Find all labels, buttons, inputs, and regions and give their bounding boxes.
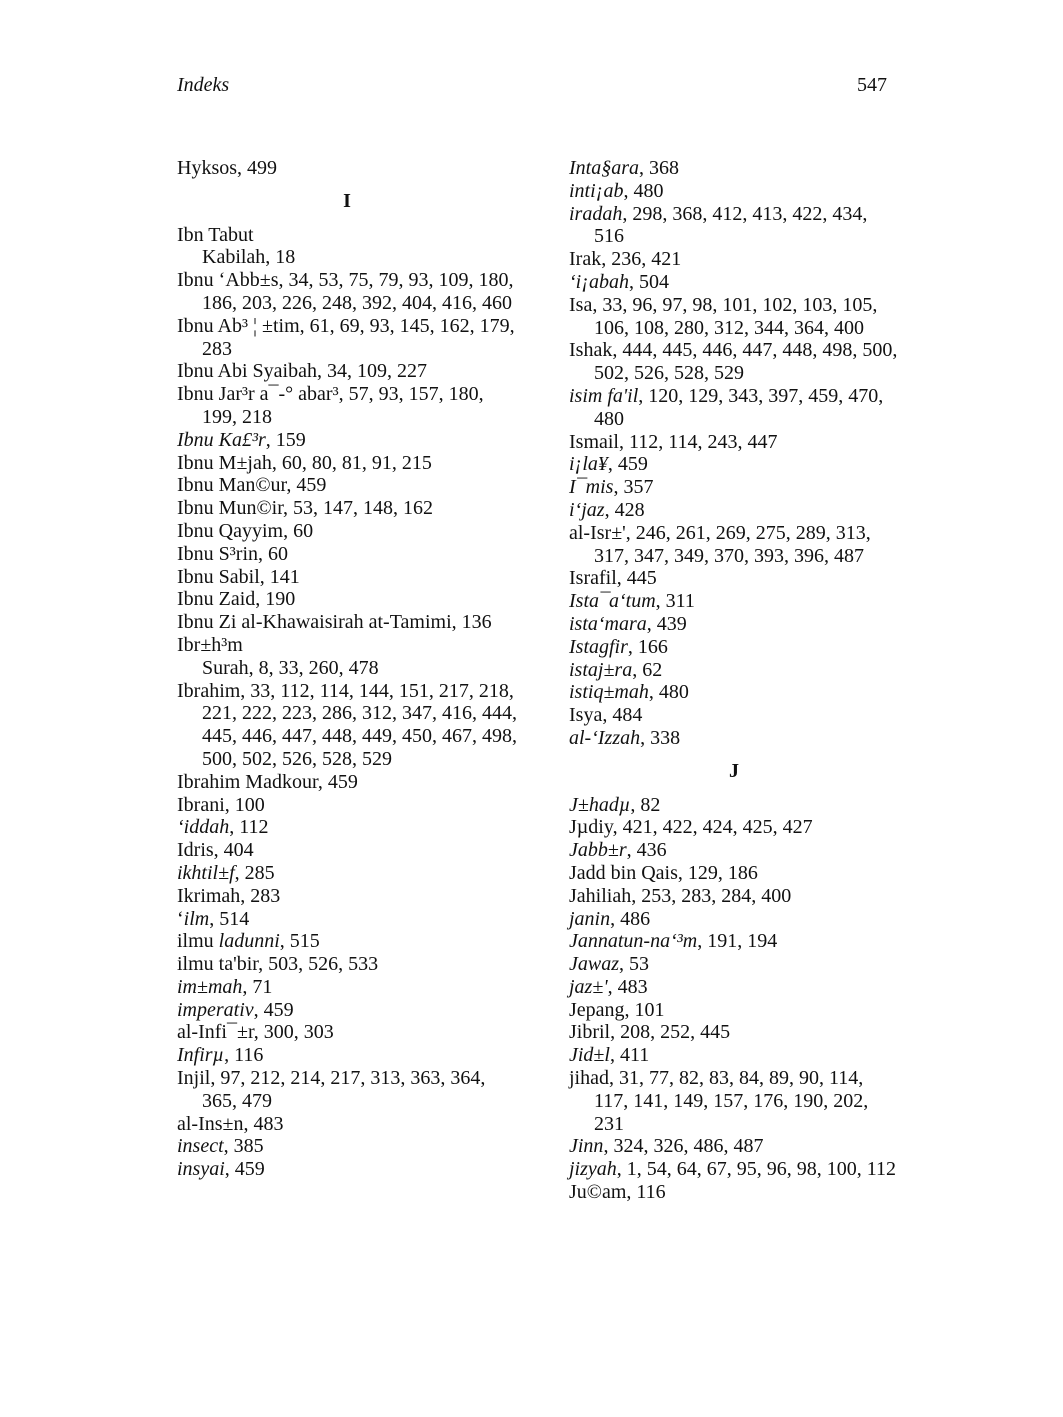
index-entry: Infirµ, 116 bbox=[177, 1044, 264, 1067]
index-entry: ‘ilm, 514 bbox=[177, 907, 250, 930]
index-entry: Ikrimah, 283 bbox=[177, 884, 281, 907]
index-entry: Isya, 484 bbox=[569, 704, 643, 727]
index-entry: Ibrani, 100 bbox=[177, 793, 265, 816]
index-entry: Ibr±h³m bbox=[177, 633, 243, 656]
index-entry: ‘iddah, 112 bbox=[177, 816, 269, 839]
index-entry: ilmu ta'bir, 503, 526, 533 bbox=[177, 953, 379, 976]
index-entry: Idris, 404 bbox=[177, 839, 254, 862]
index-entry: al-Infi¯±r, 300, 303 bbox=[177, 1021, 334, 1044]
index-entry: Jµdiy, 421, 422, 424, 425, 427 bbox=[569, 816, 813, 839]
index-entry: Ibnu Ka£³r, 159 bbox=[177, 428, 306, 451]
index-entry: ikhtil±f, 285 bbox=[177, 861, 275, 884]
index-entry: Ju©am, 116 bbox=[569, 1181, 666, 1204]
index-entry: ilmu ladunni, 515 bbox=[177, 930, 320, 953]
index-entry: ‘i¡abah, 504 bbox=[569, 270, 669, 293]
index-entry: Hyksos, 499 bbox=[177, 157, 278, 179]
index-subentry: Kabilah, 18 bbox=[202, 246, 296, 269]
index-entry: Ibnu Zaid, 190 bbox=[177, 588, 296, 611]
index-entry: Ibnu M±jah, 60, 80, 81, 91, 215 bbox=[177, 451, 432, 474]
index-entry: jizyah, 1, 54, 64, 67, 95, 96, 98, 100, 112 bbox=[569, 1158, 897, 1181]
index-entry: Inta§ara, 368 bbox=[569, 157, 679, 179]
index-subentry: Surah, 8, 33, 260, 478 bbox=[202, 656, 379, 679]
index-entry: Ista¯a‘tum, 311 bbox=[569, 590, 695, 613]
index-entry: Jinn, 324, 326, 486, 487 bbox=[569, 1135, 764, 1158]
index-entry: im±mah, 71 bbox=[177, 975, 273, 998]
index-entry: istaj±ra, 62 bbox=[569, 658, 663, 681]
index-entry: insyai, 459 bbox=[177, 1158, 265, 1181]
index-entry: i‘jaz, 428 bbox=[569, 498, 645, 521]
index-entry: I¯mis, 357 bbox=[569, 476, 654, 499]
index-entry: Ibnu Qayyim, 60 bbox=[177, 519, 314, 542]
index-entry: Jepang, 101 bbox=[569, 998, 665, 1021]
index-entry: imperativ, 459 bbox=[177, 998, 294, 1021]
index-entry: Ibn Tabut bbox=[177, 223, 254, 246]
index-entry: Ibnu Sabil, 141 bbox=[177, 565, 300, 588]
index-entry: istiq±mah, 480 bbox=[569, 681, 689, 704]
page-header bbox=[177, 74, 887, 102]
index-entry: Ibnu ‘Abb±s, 34, 53, 75, 79, 93, 109, 180, 186, 203, 226, 248, 392, 404, 416, 460 bbox=[177, 269, 514, 314]
index-entry: Jid±l, 411 bbox=[569, 1044, 650, 1067]
index-entry: Ibnu Jar³r a¯-° abar³, 57, 93, 157, 180, 199, 218 bbox=[177, 383, 484, 428]
index-entry: i¡la¥, 459 bbox=[569, 453, 648, 476]
index-entry: Ibnu Ab³ ¦ ±tim, 61, 69, 93, 145, 162, 179, 283 bbox=[177, 314, 515, 360]
index-entry: Isa, 33, 96, 97, 98, 101, 102, 103, 105, 106, 108, 280, 312, 344, 364, 400 bbox=[569, 293, 878, 339]
index-entry: Israfil, 445 bbox=[569, 567, 657, 590]
index-entry: Ibnu Zi al-Khawaisirah at-Tamimi, 136 bbox=[177, 611, 492, 634]
index-entry: al-‘Izzah, 338 bbox=[569, 726, 681, 749]
section-letter-heading: I bbox=[343, 189, 351, 212]
index-entry: Jawaz, 53 bbox=[569, 953, 649, 976]
index-entry: janin, 486 bbox=[569, 907, 651, 930]
index-entry: Jannatun-na‘³m, 191, 194 bbox=[569, 930, 778, 953]
index-entry: Ibnu Abi Syaibah, 34, 109, 227 bbox=[177, 360, 427, 383]
index-entry: Ishak, 444, 445, 446, 447, 448, 498, 500, 502, 526, 528, 529 bbox=[569, 339, 898, 385]
index-entry: Ibnu S³rin, 60 bbox=[177, 542, 288, 565]
index-entry: al-Isr±', 246, 261, 269, 275, 289, 313, 317, 347, 349, 370, 393, 396, 487 bbox=[569, 521, 871, 567]
index-entry: Irak, 236, 421 bbox=[569, 248, 682, 271]
index-entry: Jabb±r, 436 bbox=[569, 839, 667, 862]
index-entry: al-Ins±n, 483 bbox=[177, 1112, 284, 1135]
index-entry: Jahiliah, 253, 283, 284, 400 bbox=[569, 884, 792, 907]
index-entry: inti¡ab, 480 bbox=[569, 179, 664, 202]
index-entry: ista‘mara, 439 bbox=[569, 612, 687, 635]
running-title: Indeks bbox=[177, 74, 230, 96]
index-entry: jaz±', 483 bbox=[569, 975, 648, 998]
index-entry: Jadd bin Qais, 129, 186 bbox=[569, 861, 758, 884]
index-entry: Ibnu Mun©ir, 53, 147, 148, 162 bbox=[177, 497, 434, 520]
index-entry: Jibril, 208, 252, 445 bbox=[569, 1021, 731, 1044]
index-entry: Injil, 97, 212, 214, 217, 313, 363, 364, 365, 479 bbox=[177, 1067, 486, 1112]
index-entry: Ibrahim Madkour, 459 bbox=[177, 770, 358, 793]
index-entry: isim fa'il, 120, 129, 343, 397, 459, 470, 480 bbox=[569, 384, 884, 430]
index-column-left bbox=[177, 157, 517, 1181]
index-entry: J±hadµ, 82 bbox=[569, 793, 661, 816]
index-entry: jihad, 31, 77, 82, 83, 84, 89, 90, 114, 117, 141, 149, 157, 176, 190, 202, 231 bbox=[569, 1067, 869, 1135]
index-entry: Ibrahim, 33, 112, 114, 144, 151, 217, 218, 221, 222, 223, 286, 312, 347, 416, 444, 445, 446, 447, 448, 449, 450, 467, 498, 500, 502, 526, 528, 529 bbox=[177, 679, 517, 770]
index-entry: Ismail, 112, 114, 243, 447 bbox=[569, 430, 778, 453]
section-letter-heading: J bbox=[729, 759, 739, 782]
page-number: 547 bbox=[857, 74, 887, 96]
index-entry: Istagfir, 166 bbox=[569, 635, 668, 658]
index-column-right bbox=[569, 157, 899, 1204]
index-entry: Ibnu Man©ur, 459 bbox=[177, 474, 327, 497]
index-entry: iradah, 298, 368, 412, 413, 422, 434, 516 bbox=[569, 202, 868, 248]
index-entry: insect, 385 bbox=[177, 1135, 264, 1158]
